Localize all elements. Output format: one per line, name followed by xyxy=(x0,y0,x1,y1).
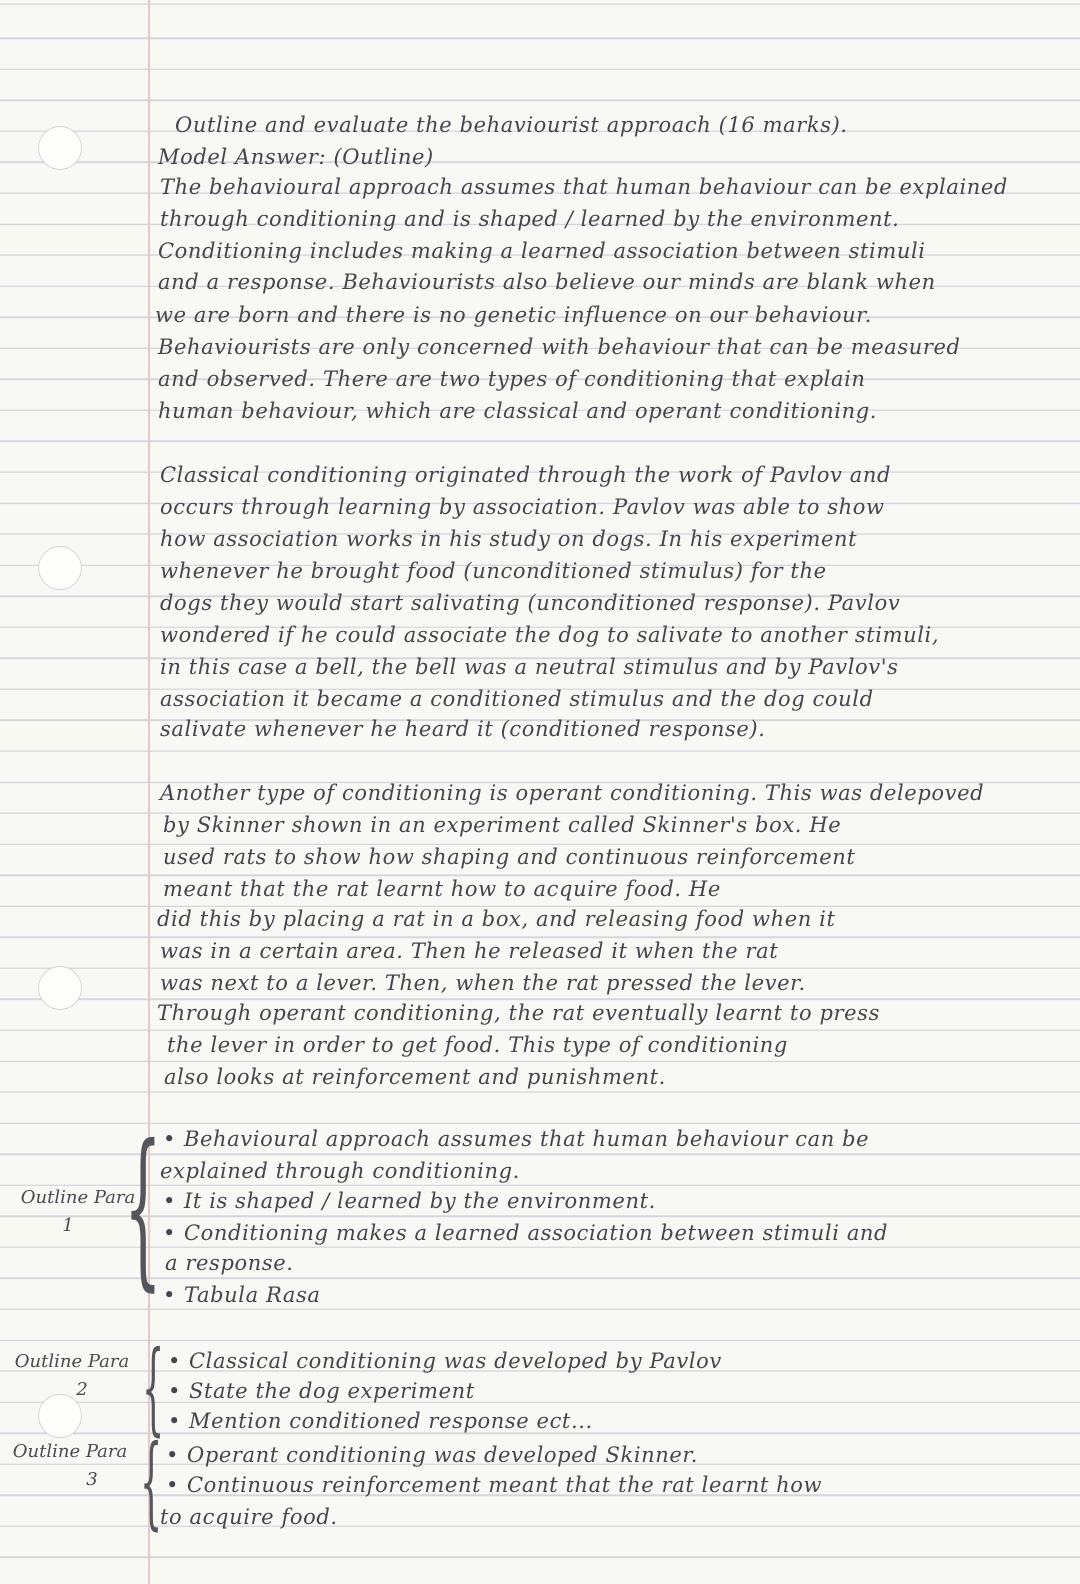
paragraph-2-line: dogs they would start salivating (unconditioned response). Pavlov xyxy=(160,591,901,615)
outline-para-3-text: to acquire food. xyxy=(160,1505,338,1529)
paragraph-3-line: by Skinner shown in an experiment called Skinner's box. He xyxy=(163,813,842,837)
paragraph-1-line: Behaviourists are only concerned with behaviour that can be measured xyxy=(158,335,961,359)
paragraph-1-line: human behaviour, which are classical and operant conditioning. xyxy=(158,399,878,423)
paragraph-2-line: whenever he brought food (unconditioned stimulus) for the xyxy=(160,559,827,583)
paragraph-2-line: in this case a bell, the bell was a neutral stimulus and by Pavlov's xyxy=(160,655,899,679)
paragraph-2-line: Classical conditioning originated through the work of Pavlov and xyxy=(160,463,891,487)
paragraph-3-line: the lever in order to get food. This type of conditioning xyxy=(167,1033,788,1057)
paragraph-3-line: did this by placing a rat in a box, and releasing food when it xyxy=(157,907,836,931)
outline-para-1-text: a response. xyxy=(165,1251,294,1275)
outline-para-3-number: 3 xyxy=(86,1469,98,1490)
bullet-icon: • xyxy=(163,1221,176,1245)
paragraph-3-line: meant that the rat learnt how to acquire food. He xyxy=(163,877,721,901)
outline-para-2-bullet: • Classical conditioning was developed by Pavlov xyxy=(168,1349,722,1373)
outline-para-1-bullet: • Conditioning makes a learned association between stimuli and xyxy=(163,1221,889,1245)
outline-para-2-brace: { xyxy=(142,1329,165,1446)
outline-para-2-bullet: • Mention conditioned response ect... xyxy=(168,1409,593,1433)
paragraph-2-line: how association works in his study on dogs. In his experiment xyxy=(160,527,858,551)
outline-para-1-bullet: • Behavioural approach assumes that human behaviour can be xyxy=(163,1127,870,1151)
outline-para-1-bullet: • It is shaped / learned by the environment. xyxy=(163,1189,656,1213)
outline-para-3-bullet: • Operant conditioning was developed Skinner. xyxy=(166,1443,699,1467)
bullet-icon: • xyxy=(166,1473,179,1497)
bullet-icon: • xyxy=(168,1349,181,1373)
outline-para-3-brace: { xyxy=(140,1423,163,1540)
bullet-icon: • xyxy=(163,1189,176,1213)
outline-para-1-bullet: • Tabula Rasa xyxy=(163,1283,321,1307)
paragraph-3-line: Another type of conditioning is operant conditioning. This was delepoved xyxy=(160,781,985,805)
bullet-icon: • xyxy=(163,1127,176,1151)
paragraph-2-line: association it became a conditioned stimulus and the dog could xyxy=(160,687,874,711)
outline-para-3-label: Outline Para xyxy=(12,1441,128,1462)
outline-para-2-bullet: • State the dog experiment xyxy=(168,1379,475,1403)
paragraph-1-line: Conditioning includes making a learned association between stimuli xyxy=(158,239,926,263)
paragraph-2-line: occurs through learning by association. Pavlov was able to show xyxy=(160,495,885,519)
bullet-icon: • xyxy=(168,1379,181,1403)
outline-para-2-label: Outline Para xyxy=(14,1351,130,1372)
paragraph-1-line: and a response. Behaviourists also believe our minds are blank when xyxy=(158,270,936,294)
outline-para-1-label: Outline Para xyxy=(20,1187,136,1208)
outline-para-1-brace: { xyxy=(124,1109,162,1307)
paragraph-1-line: through conditioning and is shaped / learned by the environment. xyxy=(160,207,900,231)
paragraph-1-line: we are born and there is no genetic influence on our behaviour. xyxy=(155,303,872,327)
bullet-icon: • xyxy=(163,1283,176,1307)
paragraph-1-line: and observed. There are two types of conditioning that explain xyxy=(158,367,866,391)
paragraph-3-line: Through operant conditioning, the rat eventually learnt to press xyxy=(157,1001,880,1025)
paragraph-3-line: also looks at reinforcement and punishment. xyxy=(164,1065,666,1089)
paragraph-2-line: wondered if he could associate the dog to salivate to another stimuli, xyxy=(160,623,940,647)
bullet-icon: • xyxy=(168,1409,181,1433)
outline-para-1-text: explained through conditioning. xyxy=(160,1159,520,1183)
outline-para-3-bullet: • Continuous reinforcement meant that the rat learnt how xyxy=(166,1473,823,1497)
binder-hole xyxy=(38,126,82,170)
outline-para-2-number: 2 xyxy=(76,1379,88,1400)
binder-hole xyxy=(38,966,82,1010)
essay-subtitle: Model Answer: (Outline) xyxy=(158,145,434,169)
paragraph-3-line: used rats to show how shaping and continuous reinforcement xyxy=(163,845,856,869)
paragraph-2-line: salivate whenever he heard it (conditioned response). xyxy=(160,717,766,741)
essay-title: Outline and evaluate the behaviourist approach (16 marks). xyxy=(175,113,848,137)
binder-hole xyxy=(38,546,82,590)
paragraph-1-line: The behavioural approach assumes that human behaviour can be explained xyxy=(160,175,1008,199)
outline-para-1-number: 1 xyxy=(62,1215,74,1236)
bullet-icon: • xyxy=(166,1443,179,1467)
paragraph-3-line: was next to a lever. Then, when the rat pressed the lever. xyxy=(160,971,806,995)
paragraph-3-line: was in a certain area. Then he released it when the rat xyxy=(160,939,779,963)
